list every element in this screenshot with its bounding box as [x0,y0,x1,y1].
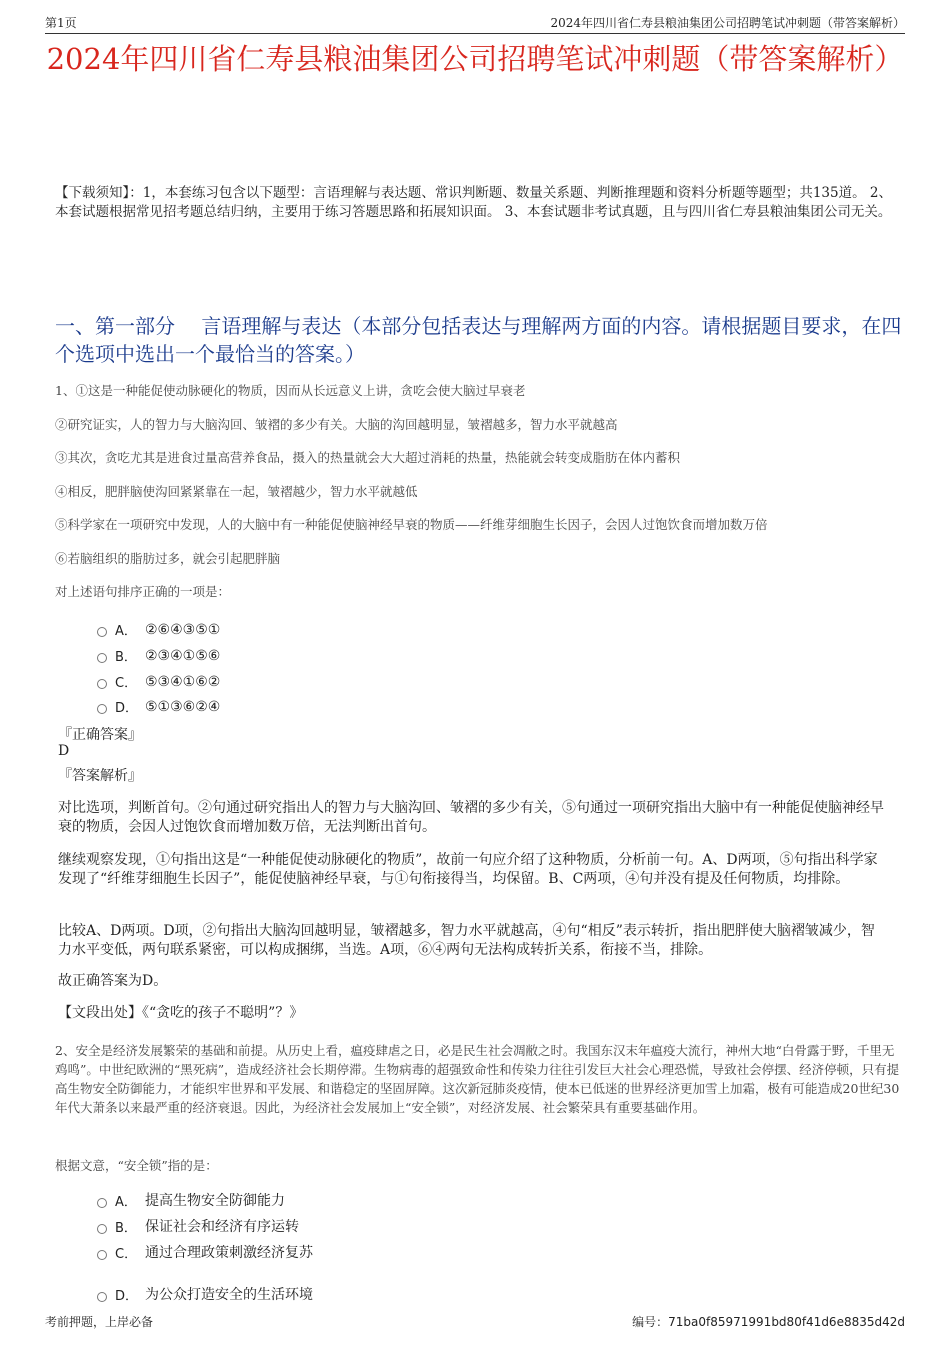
answer-label: 『正确答案』 [58,727,142,743]
option-text: 保证社会和经济有序运转 [145,1219,299,1235]
analysis-paragraph: 比较A、D两项。D项，②句指出大脑沟回越明显，皱褶越多，智力水平就越高，④句“相反”表示转折，指出肥胖使大脑褶皱减少，智力水平变低，两句联系紧密，可以构成捆绑，当选。A项，⑥④两句无法构成转折关系，衔接不当，排除。 [58,923,875,958]
radio-icon[interactable] [97,653,107,663]
radio-icon[interactable] [97,679,107,689]
q1-option-b[interactable] [97,646,220,665]
radio-icon[interactable] [97,1292,107,1302]
source-citation: 【文段出处】《“贪吃的孩子不聪明”？》 [58,1005,304,1021]
option-text: ⑤①③⑥②④ [145,698,221,715]
option-letter: D． [115,1288,139,1304]
option-letter: C． [115,1246,138,1262]
q1-stem-line: ③其次，贪吃尤其是进食过量高营养食品，摄入的热量就会大大超过消耗的热量，热能就会转变成脂肪在体内蓄积 [55,450,681,465]
answer-value: D [58,743,70,759]
option-letter: D． [115,701,139,716]
option-text: 为公众打造安全的生活环境 [145,1287,313,1303]
option-text: ②③④①⑤⑥ [145,647,221,664]
q2-option-d[interactable] [97,1284,313,1304]
analysis-paragraph: 继续观察发现，①句指出这是“一种能促使动脉硬化的物质”，故前一句应介绍了这种物质，分析前一句。A、D两项，⑤句指出科学家发现了“纤维芽细胞生长因子”，能促使脑神经早衰，与①句衔接得当，均保留。B、C两项，④句并没有提及任何物质，均排除。 [58,852,878,887]
radio-icon[interactable] [97,1250,107,1260]
header-divider [45,33,905,34]
option-text: 通过合理政策刺激经济复苏 [145,1245,313,1261]
analysis-paragraph: 对比选项，判断首句。②句通过研究指出人的智力与大脑沟回、皱褶的多少有关，⑤句通过一项研究指出大脑中有一种能促使脑神经早衰的物质，会因人过饱饮食而增加数万倍，无法判断出首句。 [58,800,884,835]
footer-code [632,1313,905,1330]
download-notice: 【下载须知】：1，本套练习包含以下题型：言语理解与表达题、常识判断题、数量关系题、判断推理题和资料分析题等题型；共135道。 2、本套试题根据常见招考题总结归纳，主要用于练习答题思路和拓展知识面。 3、本套试题非考试真题，且与四川省仁寿县粮油集团公司无关。 [55,185,892,220]
q1-prompt: 对上述语句排序正确的一项是： [55,584,231,599]
q2-option-c[interactable] [97,1242,313,1262]
q2-option-a[interactable] [97,1190,285,1210]
q1-option-d[interactable] [97,697,220,716]
option-letter: C． [115,676,138,691]
q1-option-c[interactable] [97,672,220,691]
radio-icon[interactable] [97,1198,107,1208]
q2-stem: 2、安全是经济发展繁荣的基础和前提。从历史上看，瘟疫肆虐之日，必是民生社会凋敝之时。我国东汉末年瘟疫大流行，神州大地“白骨露于野，千里无鸡鸣”。中世纪欧洲的“黑死病”，造成经济社会长期停滞。生物病毒的超强致命性和传染力往往引发巨大社会心理恐慌，导致社会停摆、经济停顿，只有提高生物安全防御能力，才能织牢世界和平发展、和谐稳定的坚固屏障。这次新冠肺炎疫情，使本已低迷的世界经济更加雪上加霜，极有可能造成20世纪30年代大萧条以来最严重的经济衰退。因此，为经济社会发展加上“安全锁”，对经济发展、社会繁荣具有重要基础作用。 [55,1043,900,1115]
q2-prompt: 根据文意，“安全锁”指的是： [55,1158,218,1173]
option-letter: A． [115,624,137,639]
q2-option-b[interactable] [97,1216,299,1236]
radio-icon[interactable] [97,704,107,714]
q1-stem-line: ④相反，肥胖脑使沟回紧紧靠在一起，皱褶越少，智力水平就越低 [55,484,418,499]
radio-icon[interactable] [97,627,107,637]
q1-stem-line: 1、①这是一种能促使动脉硬化的物质，因而从长远意义上讲，贪吃会使大脑过早衰老 [55,383,526,398]
section-title: 一、第一部分 言语理解与表达（本部分包括表达与理解两方面的内容。请根据题目要求，在四个选项中选出一个最恰当的答案。） [55,314,902,366]
option-text: ⑤③④①⑥② [145,673,221,690]
option-text: ②⑥④③⑤① [145,621,221,638]
q1-stem-line: ⑥若脑组织的脂肪过多，就会引起肥胖脑 [55,551,281,566]
footer-code-value: 71ba0f85971991bd80f41d6e8835d42d [668,1315,905,1329]
analysis-label: 『答案解析』 [58,768,142,784]
radio-icon[interactable] [97,1224,107,1234]
page-number: 第1页 [45,16,77,30]
footer-slogan: 考前押题，上岸必备 [45,1315,154,1329]
document-title: 2024年四川省仁寿县粮油集团公司招聘笔试冲刺题（带答案解析） [46,42,904,76]
option-letter: B． [115,650,137,665]
q1-stem-line: ⑤科学家在一项研究中发现，人的大脑中有一种能促使脑神经早衰的物质——纤维芽细胞生长因子，会因人过饱饮食而增加数万倍 [55,517,768,532]
option-text: 提高生物安全防御能力 [145,1193,285,1209]
q1-option-a[interactable] [97,620,220,639]
option-letter: A． [115,1194,137,1210]
header-doc-title: 2024年四川省仁寿县粮油集团公司招聘笔试冲刺题（带答案解析） [550,16,905,30]
footer-code-label: 编号： [632,1315,669,1329]
q1-stem-line: ②研究证实，人的智力与大脑沟回、皱褶的多少有关。大脑的沟回越明显，皱褶越多，智力水平就越高 [55,417,618,432]
option-letter: B． [115,1220,137,1236]
analysis-paragraph: 故正确答案为D。 [58,973,168,989]
